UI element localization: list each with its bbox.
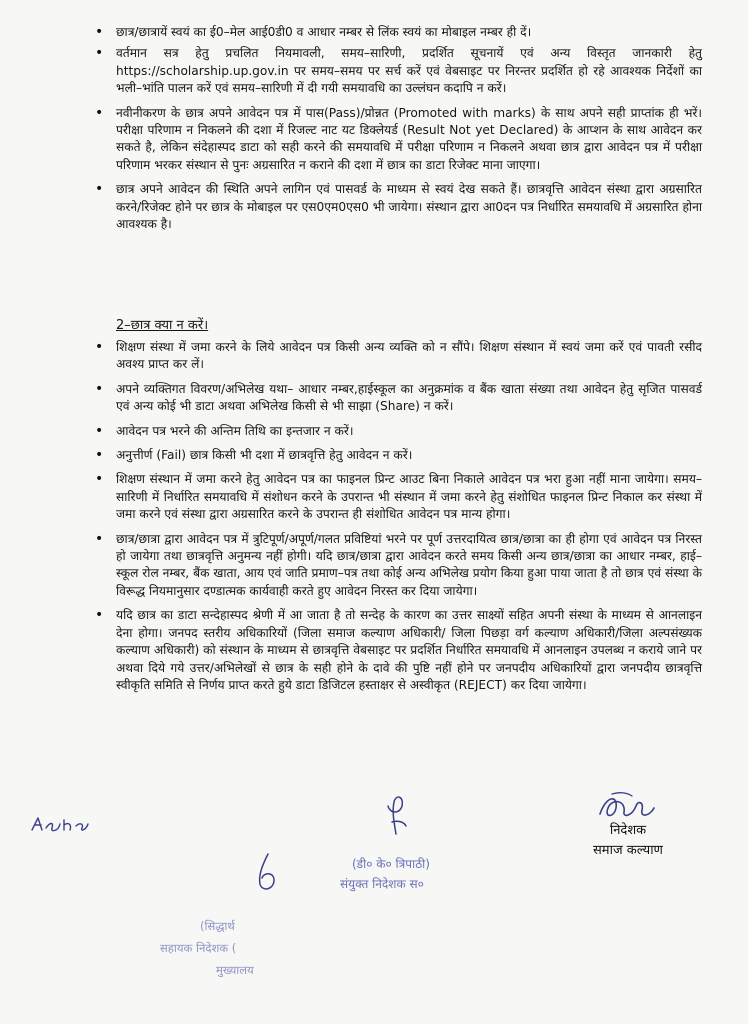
section2-heading: 2–छात्र क्या न करें। (116, 318, 209, 333)
joint-director-signature (376, 792, 416, 838)
list-item: • आवेदन पत्र भरने की अन्तिम तिथि का इन्तजार न करें। (116, 423, 702, 440)
list-item: • शिक्षण संस्थान में जमा करने हेतु आवेदन पत्र का फाइनल प्रिन्ट आउट बिना निकाले आवेदन पत्र भरा हुआ नहीं माना जायेगा। समय–सारिणी में निर्धारित समयावधि में संशोधन करने के उपरान्त भी संस्थान में जमा करने हेतु संशोधित फाइनल प्रिन्ट निकाल कर संस्था में जमा करने एवं संस्था द्वारा अग्रसारित करने के उपरान्त ही संशोधित आवेदन पत्र मान्य होगा। (116, 471, 702, 523)
list-item: • अनुत्तीर्ण (Fail) छात्र किसी भी दशा में छात्रवृत्ति हेतु आवेदन न करें। (116, 447, 702, 464)
list-item: • अपने व्यक्तिगत विवरण/अभिलेख यथा– आधार नम्बर,हाईस्कूल का अनुक्रमांक व बैंक खाता संख्या तथा आवेदन हेतु सृजित पासवर्ड एवं अन्य कोई भी डाटा अथवा अभिलेख किसी से भी साझा (Share) न करें। (116, 381, 702, 416)
assistant-director-stamp-name: (सिद्धार्थ (200, 919, 235, 933)
list-item: • छात्र/छात्रायें स्वयं का ई0–मेल आई0डी0 व आधार नम्बर से लिंक स्वयं का मोबाइल नम्बर ही दें। (116, 24, 702, 41)
list-item: • वर्तमान सत्र हेतु प्रचलित नियमावली, समय–सारिणी, प्रदर्शित सूचनायें एवं अन्य विस्तृत जानकारी हेतु https://scholarship.up.gov.in पर समय–समय पर सर्च करें एवं वेबसाइट पर निरन्तर प्रदर्शित हो रहे आवश्यक निर्देशों का भली–भांति पालन करें एवं समय–सारिणी में दी गयी समयावधि का उल्लंघन कदापि न करें। (116, 45, 702, 97)
assistant-director-stamp-title: सहायक निदेशक ( (160, 941, 237, 955)
joint-director-stamp-title: संयुक्त निदेशक स० (340, 877, 424, 891)
section2-list (116, 339, 702, 694)
list-item: • छात्र अपने आवेदन की स्थिति अपने लागिन एवं पासवर्ड के माध्यम से स्वयं देख सकते हैं। छात्रवृत्ति आवेदन संस्था द्वारा अग्रसारित करने/रिजेक्ट होने पर छात्र के मोबाइल पर एस0एम0एस0 भी जायेगा। संस्थान द्वारा आ0दन पत्र निर्धारित समयावधि में अग्रसारित होना आवश्यक है। (116, 181, 702, 233)
director-title: निदेशक (609, 823, 647, 838)
list-item: • यदि छात्र का डाटा सन्देहास्पद श्रेणी में आ जाता है तो सन्देह के कारण का उत्तर साक्ष्यों सहित अपनी संस्था के माध्यम से आनलाइन देना होगा। जनपद स्तरीय अधिकारियों (जिला समाज कल्याण अधिकारी/ जिला पिछड़ा वर्ग कल्याण अधिकारी/जिला अल्पसंख्यक कल्याण अधिकारी) को संस्थान के माध्यम से छात्रवृत्ति वेबसाइट पर प्रदर्शित निर्धारित समयावधि में आनलाइन उपलब्ध न कराये जाने पर अथवा दिये गये उत्तर/अभिलेखों से छात्र के सही होने के दावे की पुष्टि नहीं होने पर जनपदीय अधिकारियों द्वारा जनपदीय छात्रवृत्ति स्वीकृति समिति से निर्णय प्राप्त करते हुये डाटा डिजिटल हस्ताक्षर से अस्वीकृत (REJECT) कर दिया जायेगा। (116, 607, 702, 694)
list-item: • नवीनीकरण के छात्र अपने आवेदन पत्र में पास(Pass)/प्रोन्नत (Promoted with marks) के साथ अपने सही प्राप्तांक ही भरें। परीक्षा परिणाम न निकलने की दशा में रिजल्ट नाट यट डिक्लेयर्ड (Result Not yet Declared) के आप्शन के साथ आवेदन कर सकते है, लेकिन संदेहास्पद डाटा को सही करने की समयावधि में परीक्षा परिणाम न निकलने अथवा छात्र द्वारा आवेदन पत्र में परीक्षा परिणाम भरकर संस्थान से पुनः अग्रसारित न कराने की दशा में छात्र का डाटा रिजेक्ट माना जाएगा। (116, 105, 702, 175)
list-item: • छात्र/छात्रा द्वारा आवेदन पत्र में त्रुटिपूर्ण/अपूर्ण/गलत प्रविष्टियां भरने पर पूर्ण उत्तरदायित्व छात्र/छात्रा का ही होगा एवं आवेदन पत्र निरस्त हो जायेगा तथा छात्रवृत्ति अनुमन्य नहीं होगी। यदि छात्र/छात्रा द्वारा आवेदन करते समय किसी अन्य छात्र/छात्रा का आधार नम्बर, हाई–स्कूल रोल नम्बर, बैंक खाता, आय एवं जाति प्रमाण–पत्र तथा कोई अन्य अभिलेख प्रयोग किया हुआ पाया जाता है तो छात्र एवं संस्था के विरूद्ध नियमानुसार दण्डात्मक कार्यवाही करते हुए आवेदन निरस्त कर दिया जायेगा। (116, 531, 702, 601)
director-department: समाज कल्याण (593, 843, 663, 858)
list-item: • शिक्षण संस्था में जमा करने के लिये आवेदन पत्र किसी अन्य व्यक्ति को न सौंपे। शिक्षण संस्थान में स्वयं जमा करें एवं पावती रसीद अवश्य प्राप्त कर लें। (116, 339, 702, 374)
section1-list (116, 24, 702, 233)
assistant-director-stamp-office: मुख्यालय (216, 963, 254, 977)
joint-director-stamp-name: (डी० के० त्रिपाठी) (352, 857, 430, 871)
assistant-director-signature (250, 850, 284, 894)
initials-signature (28, 812, 92, 836)
